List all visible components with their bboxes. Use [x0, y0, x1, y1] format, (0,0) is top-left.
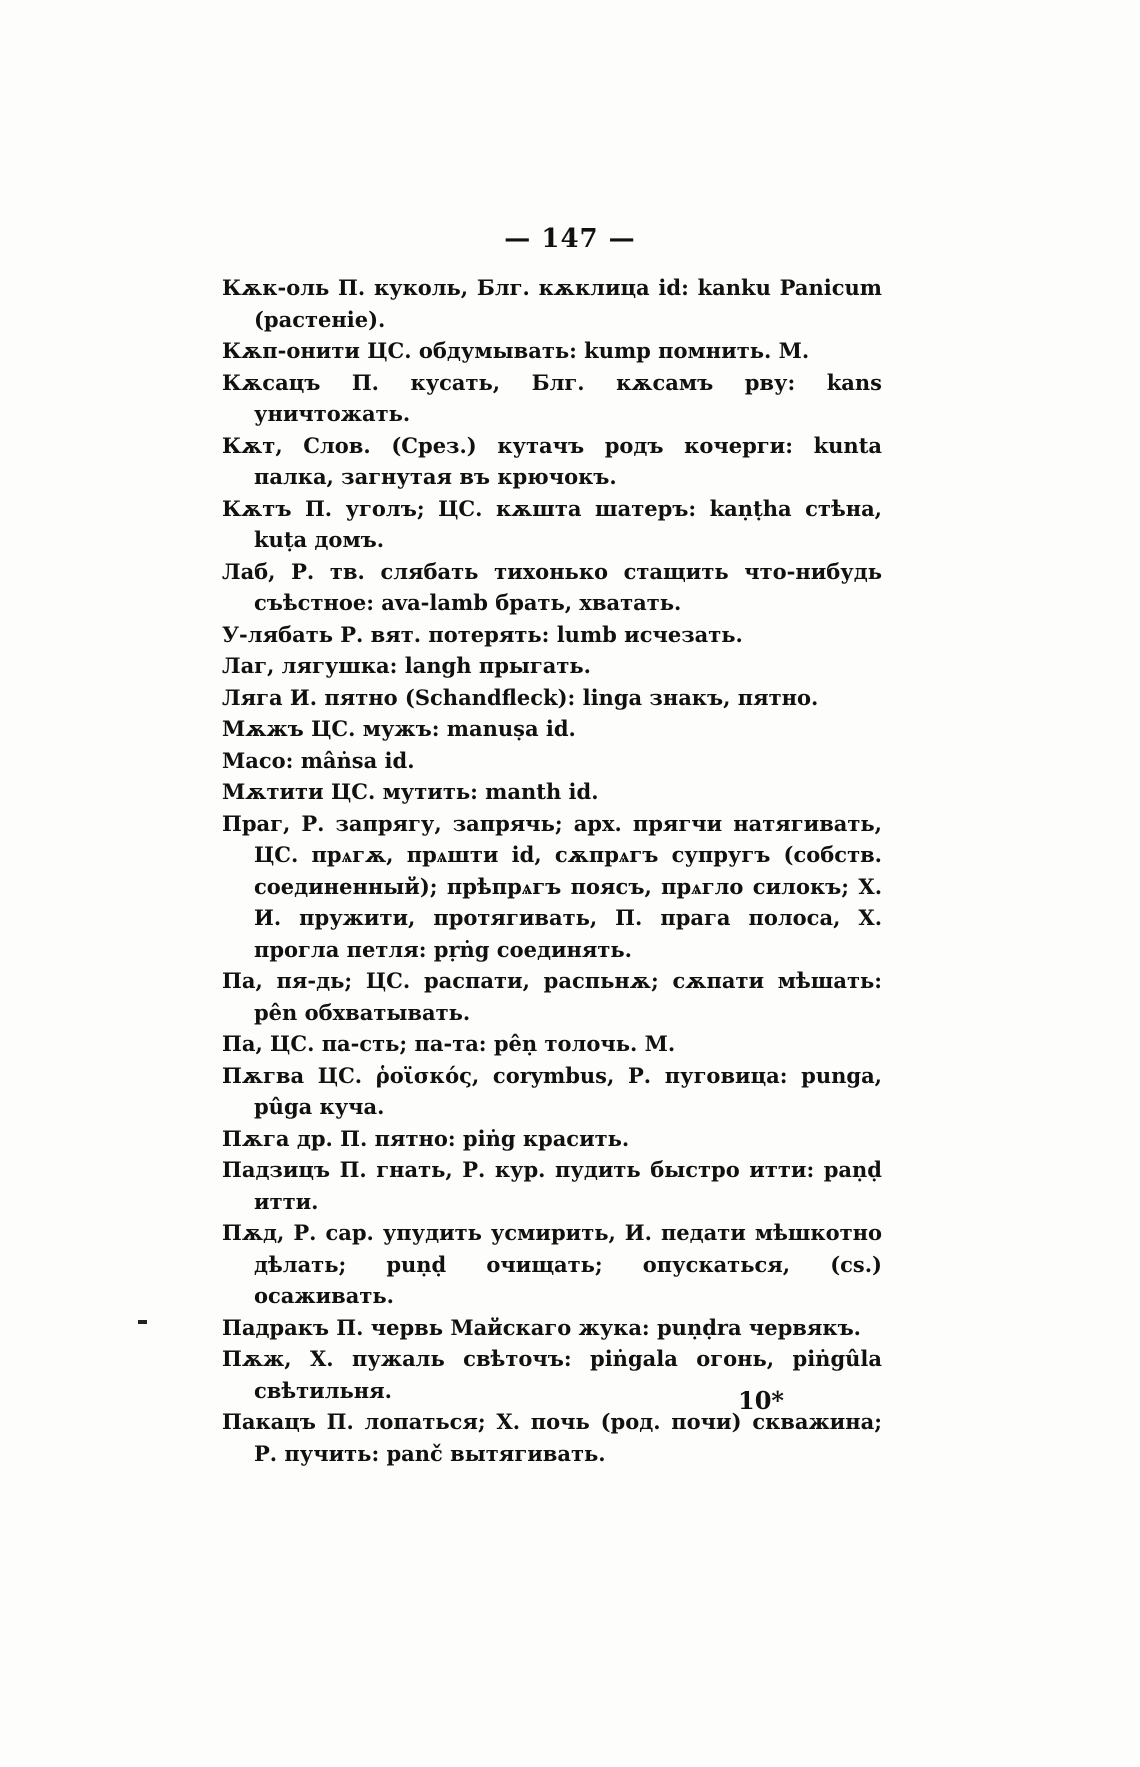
dictionary-entry: Кѫт, Слов. (Срез.) кутачъ родъ кочерги: kunta палка, загнутая въ крючокъ.	[222, 432, 882, 489]
dictionary-entry: Лаб, Р. тв. слябать тихонько стащить что-нибудь съѣстное: ava-lamb брать, хватать.	[222, 558, 882, 615]
dictionary-entry: Ляга И. пятно (Schandfleck): linga знакъ, пятно.	[222, 684, 819, 710]
dictionary-entry: Мѫтити ЦС. мутить: manth id.	[222, 779, 599, 804]
dictionary-entry: Пѫгва ЦС. ῥοϊσκός, corymbus, Р. пуговица: punga, pûga куча.	[222, 1062, 882, 1119]
dictionary-entry: Праг, Р. запрягу, запрячь; арх. прягчи натягивать, ЦС. прѧгѫ, прѧшти id, сѫпрѧгъ супругъ (собств. соединенный); прѣпрѧгъ поясъ, прѧгло силокъ; Х. И. пружити, протягивать, П. прага полоса, Х. прогла петля: pṛṅg соединять.	[222, 810, 882, 962]
dictionary-entry: Кѫтъ П. уголъ; ЦС. кѫшта шатеръ: kaṇṭha стѣна, kuṭa домъ.	[222, 495, 882, 552]
margin-ink-mark	[138, 1320, 147, 1324]
printer-signature-mark: 10*	[738, 1386, 784, 1415]
dictionary-entry: Пѫж, Х. пужаль свѣточъ: piṅgala огонь, piṅgûla свѣтильня.	[222, 1346, 882, 1403]
dictionary-entry: Падракъ П. червь Майскаго жука: puṇḍra червякъ.	[222, 1314, 861, 1340]
dictionary-entry: Кѫк-оль П. куколь, Блг. кѫклица id: kanku Panicum (растеніе).	[222, 275, 882, 332]
dictionary-entry: Масо: mâṅsa id.	[222, 747, 415, 773]
dictionary-text	[222, 272, 882, 1469]
dictionary-entry: Пѫга др. П. пятно: piṅg красить.	[222, 1125, 630, 1151]
dictionary-entry: Пакацъ П. лопаться; Х. почь (род. почи) скважина; Р. пучить: panč вытягивать.	[222, 1409, 882, 1466]
dictionary-entry: Кѫсацъ П. кусать, Блг. кѫсамъ рву: kans уничтожать.	[222, 369, 882, 426]
dictionary-entry: Лаг, лягушка: langh прыгать.	[222, 653, 591, 678]
page-number-header: — 147 —	[504, 224, 636, 254]
dictionary-entry: У-лябать Р. вят. потерять: lumb исчезать.	[222, 621, 743, 647]
dictionary-entry: Па, пя-дь; ЦС. распати, распьнѫ; сѫпати мѣшать: pên обхватывать.	[222, 968, 882, 1025]
dictionary-entry: Мѫжъ ЦС. мужъ: manuṣa id.	[222, 716, 576, 741]
dictionary-entry: Па, ЦС. па-сть; па-та: pêṇ толочь. М.	[222, 1031, 676, 1056]
dictionary-entry: Падзицъ П. гнать, Р. кур. пудить быстро итти: paṇḍ итти.	[222, 1157, 882, 1214]
dictionary-entry: Кѫп-онити ЦС. обдумывать: kump помнить. М.	[222, 338, 810, 363]
dictionary-entry: Пѫд, Р. сар. упудить усмирить, И. педати мѣшкотно дѣлать; puṇḍ очищать; опускаться, (cs.) осаживать.	[222, 1220, 882, 1308]
